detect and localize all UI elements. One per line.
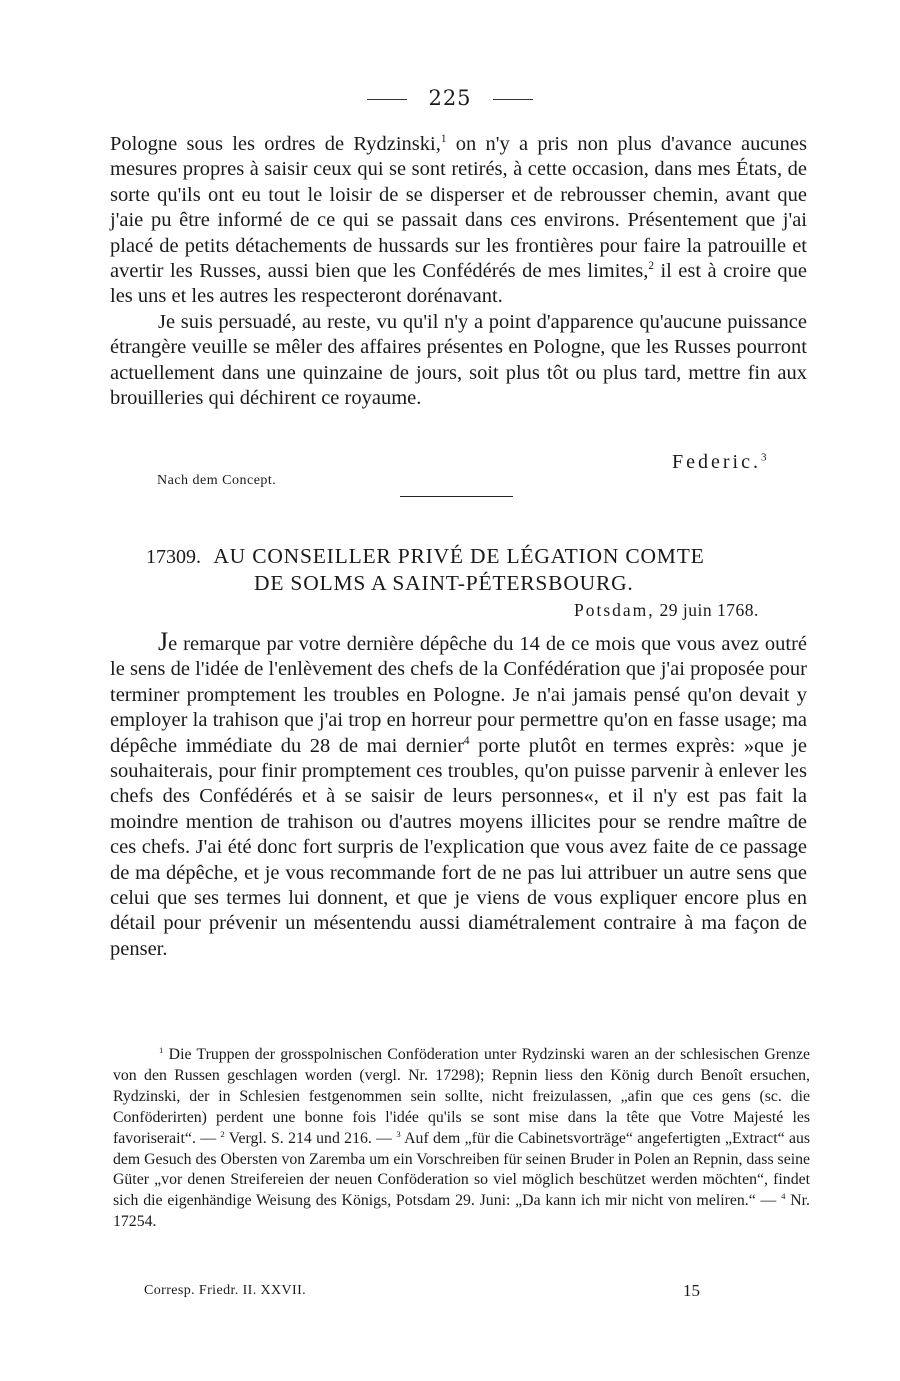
page-header <box>0 86 900 110</box>
date: 29 juin 1768. <box>659 600 759 620</box>
footnote-ref-3: 3 <box>760 451 770 464</box>
title-line-2: DE SOLMS A SAINT-PÉTERSBOURG. <box>254 571 634 595</box>
place-date <box>574 600 759 621</box>
footnote-ref-4: 4 <box>463 734 470 747</box>
letter1-paragraph2: Je suis persuadé, au reste, vu qu'il n'y a point d'apparence qu'aucune puissance étrangère veuille se mêler des affaires présentes en Pologne, que les Russes pourront actuellement dans une quinzaine de jours, soit plus tôt ou plus tard, mettre fin aux brouilleries qui déchirent ce royaume. <box>110 310 807 410</box>
place: Potsdam, <box>574 600 655 620</box>
letter-title <box>146 543 786 596</box>
letter2-paragraph: Je remarque par votre dernière dépêche du 14 de ce mois que vous avez outré le sens de l'idée de l'enlèvement des chefs de la Confédération que j'ai proposée pour terminer promptement les troubles en Pologne. Je n'ai jamais pensé qu'on devait y employer la trahison que j'ai trop en horreur pour permettre qu'on en fasse usage; ma dépêche immédiate du 28 de mai dernier$^4$ porte plutôt en termes exprès: »que je souhaiterais, pour finir promptement ces troubles, qu'on puisse parvenir à enlever les chefs des Confédérés et à se saisir de leurs personnes«, et il n'y est pas fait la moindre mention de trahison ou d'autres moyens illicites pour se rendre maître de ces chefs. J'ai été donc fort surpris de l'explication que vous avez faite de ce passage de ma dépêche, et je vous recommande fort de ne pas lui attribuer un autre sens que celui que ses termes lui donnent, et que je viens de vous expliquer encore plus en détail pour prévenir un mésentendu aussi diamétralement contraire à ma façon de penser. <box>110 627 807 960</box>
letter1-paragraph1: Pologne sous les ordres de Rydzinski,$^1$ on n'y a pris non plus d'avance aucunes mesures propres à saisir ceux qui se sont retirés, à cette occasion, dans mes États, de sorte qu'ils ont eu tout le loisir de se disperser et de rebrousser chemin, avant que j'aie pu être informé de ce qui se passait dans ces environs. Présentement que j'ai placé de petits détachements de hussards sur les frontières pour faire la patrouille et avertir les Russes, aussi bien que les Confédérés de mes limites,$^2$ il est à croire que les uns et les autres les respecteront dorénavant. <box>110 133 807 308</box>
letter-number: 17309. <box>146 546 201 568</box>
section-separator <box>400 496 513 497</box>
footnotes-paragraph: $^1$ Die Truppen der grosspolnischen Conföderation unter Rydzinski waren an der schlesischen Grenze von den Russen geschlagen worden (vergl. Nr. 17298); Repnin liess den König durch Benoît ersuchen, Rydzinski, der in Schlesien festgenommen sein sollte, nicht freizulassen, „afin que ces gens (sc. die Conföderirten) perdent une bonne fois l'idée qu'ils se sont mise dans la tête que Votre Majesté les favoriserait“. — $^2$ Vergl. S. 214 und 216. — $^3$ Auf dem „für die Cabinetsvorträge“ angefertigten „Extract“ aus dem Gesuch des Obersten von Zaremba um ein Vorschreiben für seinen Bruder in Polen an Repnin, dass seine Güter „vor denen Streifereien der neuen Conföderation so viel möglich beschützet werden möchten“, findet sich die eigenhändige Weisung des Königs, Potsdam 29. Juni: „Da kann ich mir nicht von meliren.“ — $^4$ Nr. 17254. <box>113 1044 811 1231</box>
footnote-ref-1: 1 <box>440 133 447 146</box>
signature: Federic.$^3$ <box>672 451 770 473</box>
footnotes <box>113 1045 810 1233</box>
header-dash-left <box>367 99 407 100</box>
drop-cap: J <box>158 627 169 656</box>
sheet-number: 15 <box>683 1281 700 1300</box>
page-number: 225 <box>428 86 472 110</box>
title-line-1: AU CONSEILLER PRIVÉ DE LÉGATION COMTE <box>213 544 705 568</box>
signature-line: Corresp. Friedr. II. XXVII. <box>144 1283 307 1298</box>
letter-continuation <box>110 132 807 411</box>
source-note: Nach dem Concept. <box>157 473 277 488</box>
letter2-body <box>110 629 807 962</box>
header-dash-right <box>493 99 533 100</box>
footnote-ref-2: 2 <box>648 260 654 273</box>
